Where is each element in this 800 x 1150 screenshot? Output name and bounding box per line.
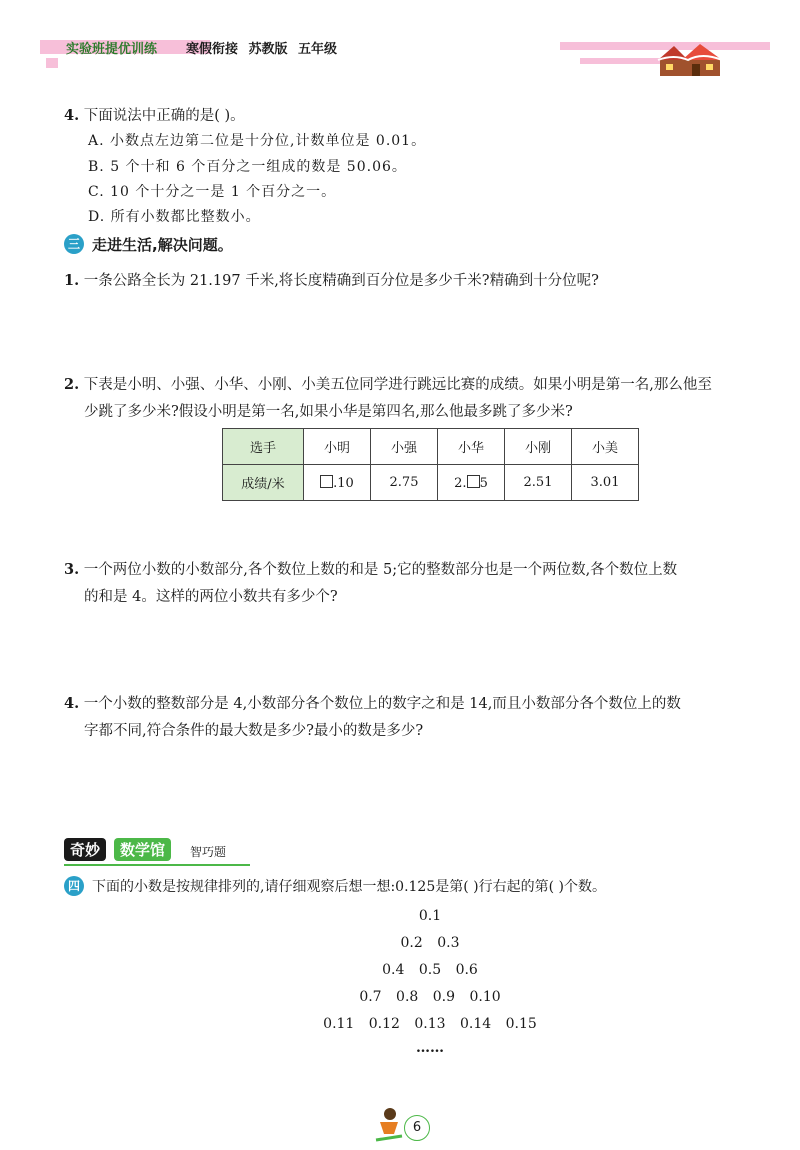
pyramid-row: 0.11 0.12 0.13 0.14 0.15: [323, 1016, 537, 1032]
math-hall-badge: 奇妙: [64, 838, 106, 861]
table-cell: 小强: [371, 429, 438, 465]
option-a: A. 小数点左边第二位是十分位,计数单位是 0.01。: [88, 133, 427, 149]
table-cell: 2.51: [505, 465, 572, 501]
divider: [64, 864, 250, 866]
section-title: 走进生活,解决问题。: [92, 236, 233, 254]
section-4-question: 下面的小数是按规律排列的,请仔细观察后想一想:0.125是第( )行右起的第( )个数。: [92, 879, 606, 895]
table-cell: 2. 5: [438, 465, 505, 501]
table-cell: 小美: [572, 429, 639, 465]
table-header-cell: 成绩/米: [223, 465, 304, 501]
table-cell: .10: [304, 465, 371, 501]
table-cell: 2.75: [371, 465, 438, 501]
table-header-cell: 选手: [223, 429, 304, 465]
section-badge: 四: [64, 876, 84, 896]
problem-1: 1. 一条公路全长为 21.197 千米,将长度精确到百分位是多少千米?精确到十分位呢?: [64, 272, 599, 289]
score-table: [222, 428, 639, 501]
blank-box: [467, 475, 480, 488]
section-badge: 三: [64, 234, 84, 254]
book-series-title: 实验班提优训练: [66, 42, 158, 57]
table-cell: 3.01: [572, 465, 639, 501]
skater-illustration-icon: [368, 1104, 408, 1144]
house-illustration-icon: [652, 42, 724, 78]
math-hall-badge: 数学馆: [114, 838, 171, 861]
pyramid-ellipsis: ……: [416, 1040, 444, 1056]
page-number: 6: [404, 1115, 430, 1141]
problem-4-line2: 字都不同,符合条件的最大数是多少?最小的数是多少?: [84, 723, 424, 739]
header-decoration: [580, 58, 660, 64]
table-cell: 小明: [304, 429, 371, 465]
problem-2-line2: 少跳了多少米?假设小明是第一名,如果小华是第四名,那么他最多跳了多少米?: [84, 404, 573, 420]
book-edition-info: 寒假衔接 苏教版 五年级: [186, 42, 338, 57]
pyramid-row: 0.2 0.3: [400, 935, 460, 951]
header-decoration: [46, 58, 58, 68]
problem-3: 3. 一个两位小数的小数部分,各个数位上数的和是 5;它的整数部分也是一个两位数,各个数位上数: [64, 561, 678, 578]
blank-box: [320, 475, 333, 488]
table-cell: 小刚: [505, 429, 572, 465]
option-c: C. 10 个十分之一是 1 个百分之一。: [88, 184, 337, 200]
option-b: B. 5 个十和 6 个百分之一组成的数是 50.06。: [88, 159, 407, 175]
pyramid-row: 0.1: [418, 908, 442, 924]
table-row: [223, 465, 639, 501]
problem-4: 4. 一个小数的整数部分是 4,小数部分各个数位上的数字之和是 14,而且小数部分各个数位上的数: [64, 695, 681, 712]
question-4-stem: 4. 下面说法中正确的是( )。: [64, 107, 245, 124]
math-hall-subtitle: 智巧题: [190, 845, 227, 859]
problem-2: 2. 下表是小明、小强、小华、小刚、小美五位同学进行跳远比赛的成绩。如果小明是第一名,那么他至: [64, 376, 712, 393]
option-d: D. 所有小数都比整数小。: [88, 209, 261, 225]
pyramid-row: 0.4 0.5 0.6: [382, 962, 478, 978]
table-cell: 小华: [438, 429, 505, 465]
pyramid-row: 0.7 0.8 0.9 0.10: [359, 989, 501, 1005]
problem-3-line2: 的和是 4。这样的两位小数共有多少个?: [84, 589, 338, 605]
table-row: [223, 429, 639, 465]
